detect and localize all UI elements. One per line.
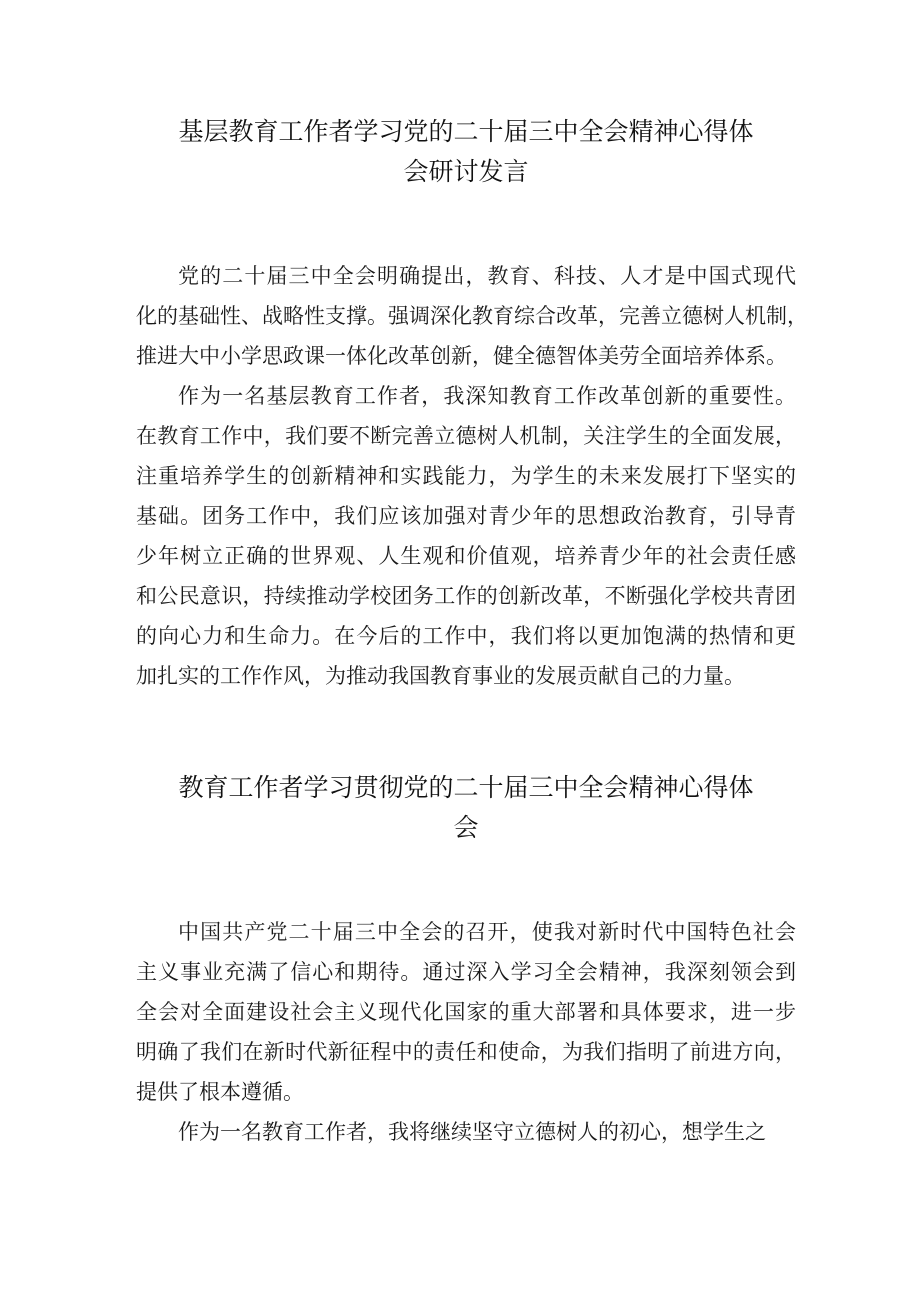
text-line: 在教育工作中，我们要不断完善立德树人机制，关注学生的全面发展， — [136, 424, 796, 448]
title-line: 会 — [453, 813, 479, 842]
paragraph — [136, 376, 796, 696]
text-line: 党的二十届三中全会明确提出，教育、科技、人才是中国式现代 — [178, 264, 796, 288]
text-line: 主义事业充满了信心和期待。通过深入学习全会精神，我深刻领会到 — [136, 960, 796, 984]
article-title — [136, 768, 796, 848]
text-line: 作为一名教育工作者，我将继续坚守立德树人的初心，想学生之 — [178, 1120, 766, 1144]
article-title — [136, 112, 796, 192]
text-line: 化的基础性、战略性支撑。强调深化教育综合改革，完善立德树人机制， — [136, 304, 808, 328]
title-line: 会研讨发言 — [403, 157, 529, 186]
paragraph — [136, 912, 796, 1112]
article-body — [136, 256, 808, 696]
text-line: 全会对全面建设社会主义现代化国家的重大部署和具体要求，进一步 — [136, 1000, 796, 1024]
article-section-1 — [136, 112, 808, 696]
text-line: 注重培养学生的创新精神和实践能力，为学生的未来发展打下坚实的 — [136, 464, 796, 488]
text-line: 基础。团务工作中，我们应该加强对青少年的思想政治教育，引导青 — [136, 504, 796, 528]
article-body — [136, 912, 796, 1152]
paragraph — [136, 256, 808, 376]
text-line: 推进大中小学思政课一体化改革创新，健全德智体美劳全面培养体系。 — [136, 344, 787, 368]
text-line: 和公民意识，持续推动学校团务工作的创新改革，不断强化学校共青团 — [136, 584, 796, 608]
text-line: 明确了我们在新时代新征程中的责任和使命，为我们指明了前进方向， — [136, 1040, 796, 1064]
text-line: 提供了根本遵循。 — [136, 1080, 304, 1104]
text-line: 中国共产党二十届三中全会的召开，使我对新时代中国特色社会 — [178, 920, 796, 944]
title-line: 教育工作者学习贯彻党的二十届三中全会精神心得体 — [178, 773, 754, 802]
text-line: 加扎实的工作作风，为推动我国教育事业的发展贡献自己的力量。 — [136, 664, 745, 688]
text-line: 作为一名基层教育工作者，我深知教育工作改革创新的重要性。 — [178, 384, 796, 408]
article-section-2 — [136, 768, 796, 1152]
title-line: 基层教育工作者学习党的二十届三中全会精神心得体 — [178, 117, 754, 146]
text-line: 少年树立正确的世界观、人生观和价值观，培养青少年的社会责任感 — [136, 544, 796, 568]
paragraph — [136, 1112, 796, 1152]
text-line: 的向心力和生命力。在今后的工作中，我们将以更加饱满的热情和更 — [136, 624, 796, 648]
